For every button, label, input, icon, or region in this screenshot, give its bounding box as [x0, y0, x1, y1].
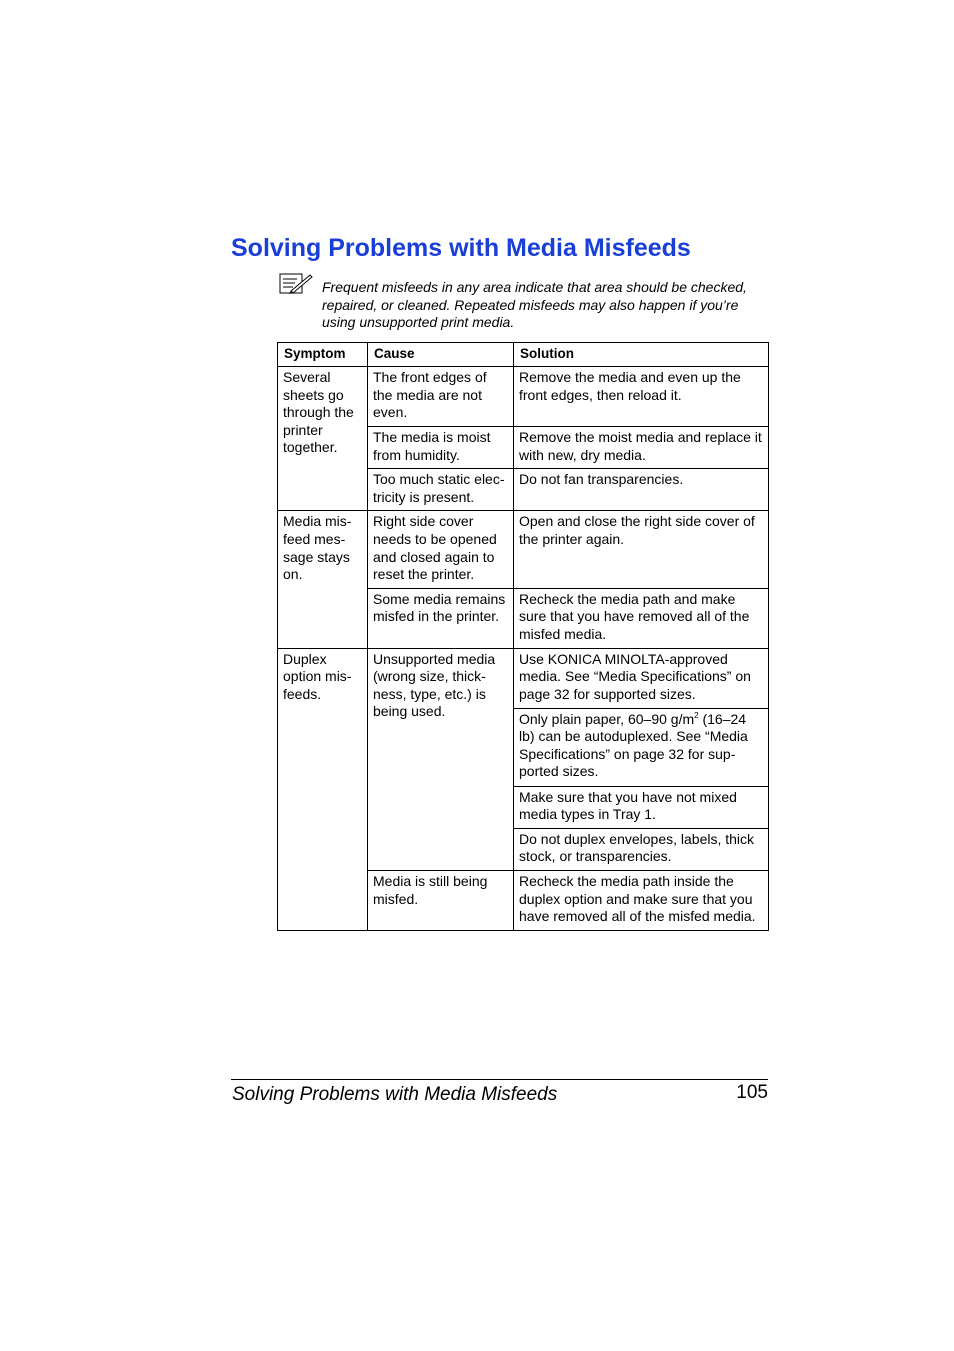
cause-cell: Unsupported media (wrong size, thick- ness, type, etc.) is being used. — [368, 648, 514, 870]
cause-cell: Media is still being misfed. — [368, 870, 514, 930]
solution-cell: Open and close the right side cover of the printer again. — [514, 511, 769, 588]
cause-cell: The front edges of the media are not even. — [368, 367, 514, 427]
note-text — [322, 279, 768, 332]
misfeed-troubleshooting-table — [277, 342, 769, 931]
solution-cell: Remove the moist media and replace it with new, dry media. — [514, 427, 769, 469]
note-line: using unsupported print media. — [322, 314, 515, 331]
cause-cell: Right side cover needs to be opened and closed again to reset the printer. — [368, 511, 514, 588]
table-header-row — [278, 343, 769, 367]
cause-cell: The media is moist from humidity. — [368, 427, 514, 469]
solution-cell: Do not duplex envelopes, labels, thick stock, or transparencies. — [514, 828, 769, 870]
note-pencil-icon — [279, 272, 313, 296]
solution-cell: Only plain paper, 60–90 $g/m^2$ (16–24 lb) can be autoduplexed. See “Media Specifications” on page 32 for sup- ported sizes. — [514, 708, 769, 786]
symptom-cell: Media mis- feed mes- sage stays on. — [278, 511, 368, 648]
footer-divider — [231, 1079, 768, 1080]
cause-cell: Some media remains misfed in the printer. — [368, 588, 514, 648]
footer-title: Solving Problems with Media Misfeeds — [232, 1084, 558, 1105]
solution-cell: Recheck the media path and make sure that you have removed all of the misfed media. — [514, 588, 769, 648]
header-solution: Solution — [514, 343, 769, 367]
solution-cell: Recheck the media path inside the duplex option and make sure that you have removed all of the misfed media. — [514, 870, 769, 930]
symptom-cell: Several sheets go through the printer together. — [278, 367, 368, 511]
page-title: Solving Problems with Media Misfeeds — [231, 234, 691, 262]
header-cause: Cause — [368, 343, 514, 367]
solution-cell: Make sure that you have not mixed media types in Tray 1. — [514, 786, 769, 828]
solution-cell: Use KONICA MINOLTA-approved media. See “Media Specifications” on page 32 for supported sizes. — [514, 648, 769, 708]
table-row — [278, 511, 769, 588]
table-row — [278, 367, 769, 427]
symptom-cell: Duplex option mis- feeds. — [278, 648, 368, 930]
cause-cell: Too much static elec- tricity is present. — [368, 469, 514, 511]
solution-cell: Do not fan transparencies. — [514, 469, 769, 511]
solution-cell: Remove the media and even up the front edges, then reload it. — [514, 367, 769, 427]
note-line: Frequent misfeeds in any area indicate that area should be checked, — [322, 279, 747, 295]
table-row — [278, 648, 769, 708]
note-line: repaired, or cleaned. Repeated misfeeds may also happen if you’re — [322, 296, 739, 313]
page-number: 105 — [736, 1082, 768, 1103]
header-symptom: Symptom — [278, 343, 368, 367]
